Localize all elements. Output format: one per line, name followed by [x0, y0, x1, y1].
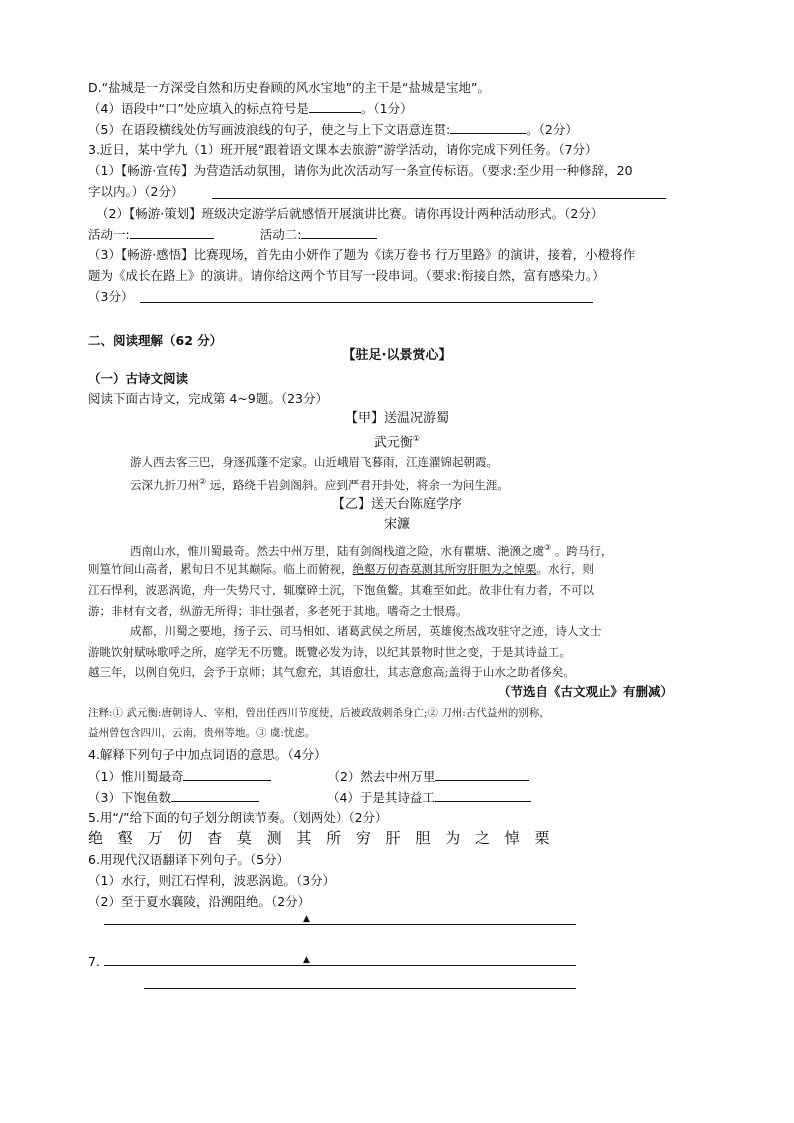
q4-item1-blank[interactable] [183, 768, 271, 781]
prose-p1-l1-a: 西南山水，惟川蜀最奇。然去中州万里，陆有剑阁栈道之险，水有瞿塘、滟滪之虞 [130, 543, 544, 558]
activity2-label: 活动二: [259, 227, 302, 242]
answer-marker-q7: ▲ [303, 955, 310, 965]
poem-line2 [130, 474, 509, 493]
prose-p1-l2-b: 。水行，则 [536, 562, 594, 576]
prose-title: 【乙】送天台陈庭学序 [331, 497, 462, 512]
q4-item1: （1）惟川蜀最奇 [88, 769, 184, 784]
q7-answer-line1[interactable] [104, 965, 576, 966]
prose-p1-line4: 游；非材有文者，纵游无所得；非壮强者，多老死于其地。嗜奇之士恨焉。 [88, 604, 468, 618]
q5-sentence[interactable]: 绝 壑 万 仞 杳 莫 测 其 所 穷 肝 胆 为 之 悼 栗 [88, 829, 555, 847]
poem-line2-note: ② [199, 477, 207, 486]
q4-item2-blank[interactable] [435, 768, 529, 781]
prose-source: （节选自《古文观止》有删减） [498, 684, 674, 699]
section-heading: 二、阅读理解（62 分） [88, 333, 223, 348]
q4-item3-blank[interactable] [171, 789, 259, 802]
q4-item4: （4）于是其诗益工 [326, 790, 435, 805]
answer-marker-q6: ▲ [303, 914, 310, 924]
q7-answer-line2[interactable] [144, 988, 576, 989]
poem-author-note: ① [412, 434, 421, 443]
prose-p1-l1-b: 。跨马行， [551, 543, 613, 558]
q2-part4-blank[interactable] [309, 100, 361, 113]
q3-part3-line3: （3分） [88, 289, 134, 304]
q6-answer-line[interactable] [104, 924, 576, 925]
poem-author-name: 武元衡 [373, 435, 413, 451]
prose-p1-line3: 江石悍利，波恶涡诡，舟一失势尺寸，辄糜碎土沉，下饱鱼鳖。其难至如此。故非仕有力者，不可以 [88, 583, 594, 597]
q3-stem: 3.近日，某中学九（1）班开展“跟着语文课本去旅游”游学活动，请你完成下列任务。（7分） [88, 142, 598, 157]
prose-p2-line3: 越三年，以例自免归，会予于京师；其气愈充，其语愈壮，其志意愈高;盖得于山水之助者侈矣。 [88, 665, 575, 679]
q3-part1-line2 [88, 184, 183, 200]
prose-p1-line1 [130, 540, 612, 559]
prose-p1-l2-a: 则篁竹间山高者，累旬日不见其巅际。临上而俯视， [88, 562, 353, 576]
q4-item4-blank[interactable] [435, 789, 531, 802]
poem-author [0, 431, 794, 451]
q3-part1-answer-line[interactable] [212, 198, 666, 199]
q2-part5-text: （5）在语段横线处仿写画波浪线的句子，使之与上下文语意连贯: [88, 122, 451, 137]
q2-part5-blank[interactable] [450, 121, 526, 134]
activity1-blank[interactable] [130, 226, 214, 239]
section-theme: 【驻足·以景赏心】 [342, 348, 452, 363]
poem-line2-b: 远，路绕千岩剑阁斜。应到严君开卦处，将余一为问生涯。 [206, 477, 509, 492]
q2-part5 [88, 121, 578, 138]
poem-line2-a: 云深九折刀州 [130, 477, 199, 492]
q3-activities [88, 226, 377, 243]
q4-item2: （2）然去中州万里 [327, 769, 436, 784]
poem-line1: 游人西去客三巴，身逐孤蓬不定家。山近峨眉飞暮雨，江连濯锦起朝霞。 [130, 455, 498, 469]
reading-instruction: 阅读下面古诗文，完成第 4~9题。（23分） [88, 391, 329, 406]
q4-stem: 4.解释下列句子中加点词语的意思。（4分） [88, 747, 327, 762]
q2-part4 [88, 100, 413, 117]
q2-part4-tail: 。（1分） [360, 101, 413, 116]
q2-part5-tail: 。（2分） [526, 122, 578, 137]
q4-row1 [88, 768, 529, 785]
q4-row2 [88, 789, 531, 806]
q3-part1-text: 字以内。）（2分） [88, 184, 184, 199]
q6-item1: （1）水行，则江石悍利，波恶涡诡。（3分） [88, 873, 336, 888]
q3-part3-line1: （3）【畅游·感悟】比赛现场，首先由小妍作了题为《读万卷书 行万里路》的演讲，接着，小橙将作 [88, 247, 636, 262]
prose-note3-ref: ③ [544, 543, 552, 552]
q3-part3-line2: 题为《成长在路上》的演讲。请你给这两个节目写一段串词。（要求:衔接自然，富有感染力。） [88, 268, 605, 283]
activity2-blank[interactable] [301, 226, 377, 239]
q3-part2-text: （2）【畅游·策划】班级决定游学后就感悟开展演讲比赛。请你再设计两种活动形式。（2分） [96, 206, 604, 221]
q3-part3-answer-line[interactable] [140, 302, 593, 303]
prose-p1-line2 [88, 561, 594, 577]
annotation-line1: 注释:① 武元衡:唐朝诗人、宰相，曾出任西川节度使，后被政敌刺杀身亡;② 刀州:古代益州的别称， [88, 707, 550, 719]
prose-p2-line1: 成都，川蜀之要地，扬子云、司马相如、诸葛武侯之所居，英雄俊杰战攻驻守之迹，诗人文士 [130, 624, 602, 638]
q6-item2: （2）至于夏水襄陵，沿溯阻绝。（2分） [88, 894, 311, 909]
prose-author: 宋濂 [383, 517, 410, 532]
q3-part1-line1: （1）【畅游·宣传】为营造活动氛围，请你为此次活动写一条宣传标语。（要求:至少用一种修辞，20 [88, 163, 633, 178]
q7-number: 7. [88, 954, 100, 969]
q6-stem: 6.用现代汉语翻译下列句子。（5分） [88, 852, 290, 867]
q3-part2 [96, 205, 603, 222]
part1-heading: （一）古诗文阅读 [88, 371, 189, 386]
q2-part4-text: （4）语段中“口”处应填入的标点符号是 [88, 101, 309, 116]
annotation-line2: 益州曾包含四川，云南，贵州等地。③ 虞:忧虑。 [88, 727, 316, 739]
q4-item3: （3）下饱鱼数 [88, 790, 171, 805]
poem-title: 【甲】送温况游蜀 [344, 411, 449, 426]
prose-underlined-sentence: 绝壑万仞杳莫测其所穷肝胆为之悼栗 [352, 562, 537, 576]
prose-p2-line2: 游眺饮射赋咏歌呼之所，庭学无不历覽。既覽必发为诗，以纪其景物时世之变，于是其诗益工。 [88, 645, 571, 659]
q5-stem: 5.用“/”给下面的句子划分朗读节奏。（划两处）（2分） [88, 810, 388, 825]
q2-option-d: D.“盐城是一方深受自然和历史眷顾的风水宝地”的主干是“盐城是宝地”。 [88, 80, 491, 95]
activity1-label: 活动一: [88, 227, 130, 242]
